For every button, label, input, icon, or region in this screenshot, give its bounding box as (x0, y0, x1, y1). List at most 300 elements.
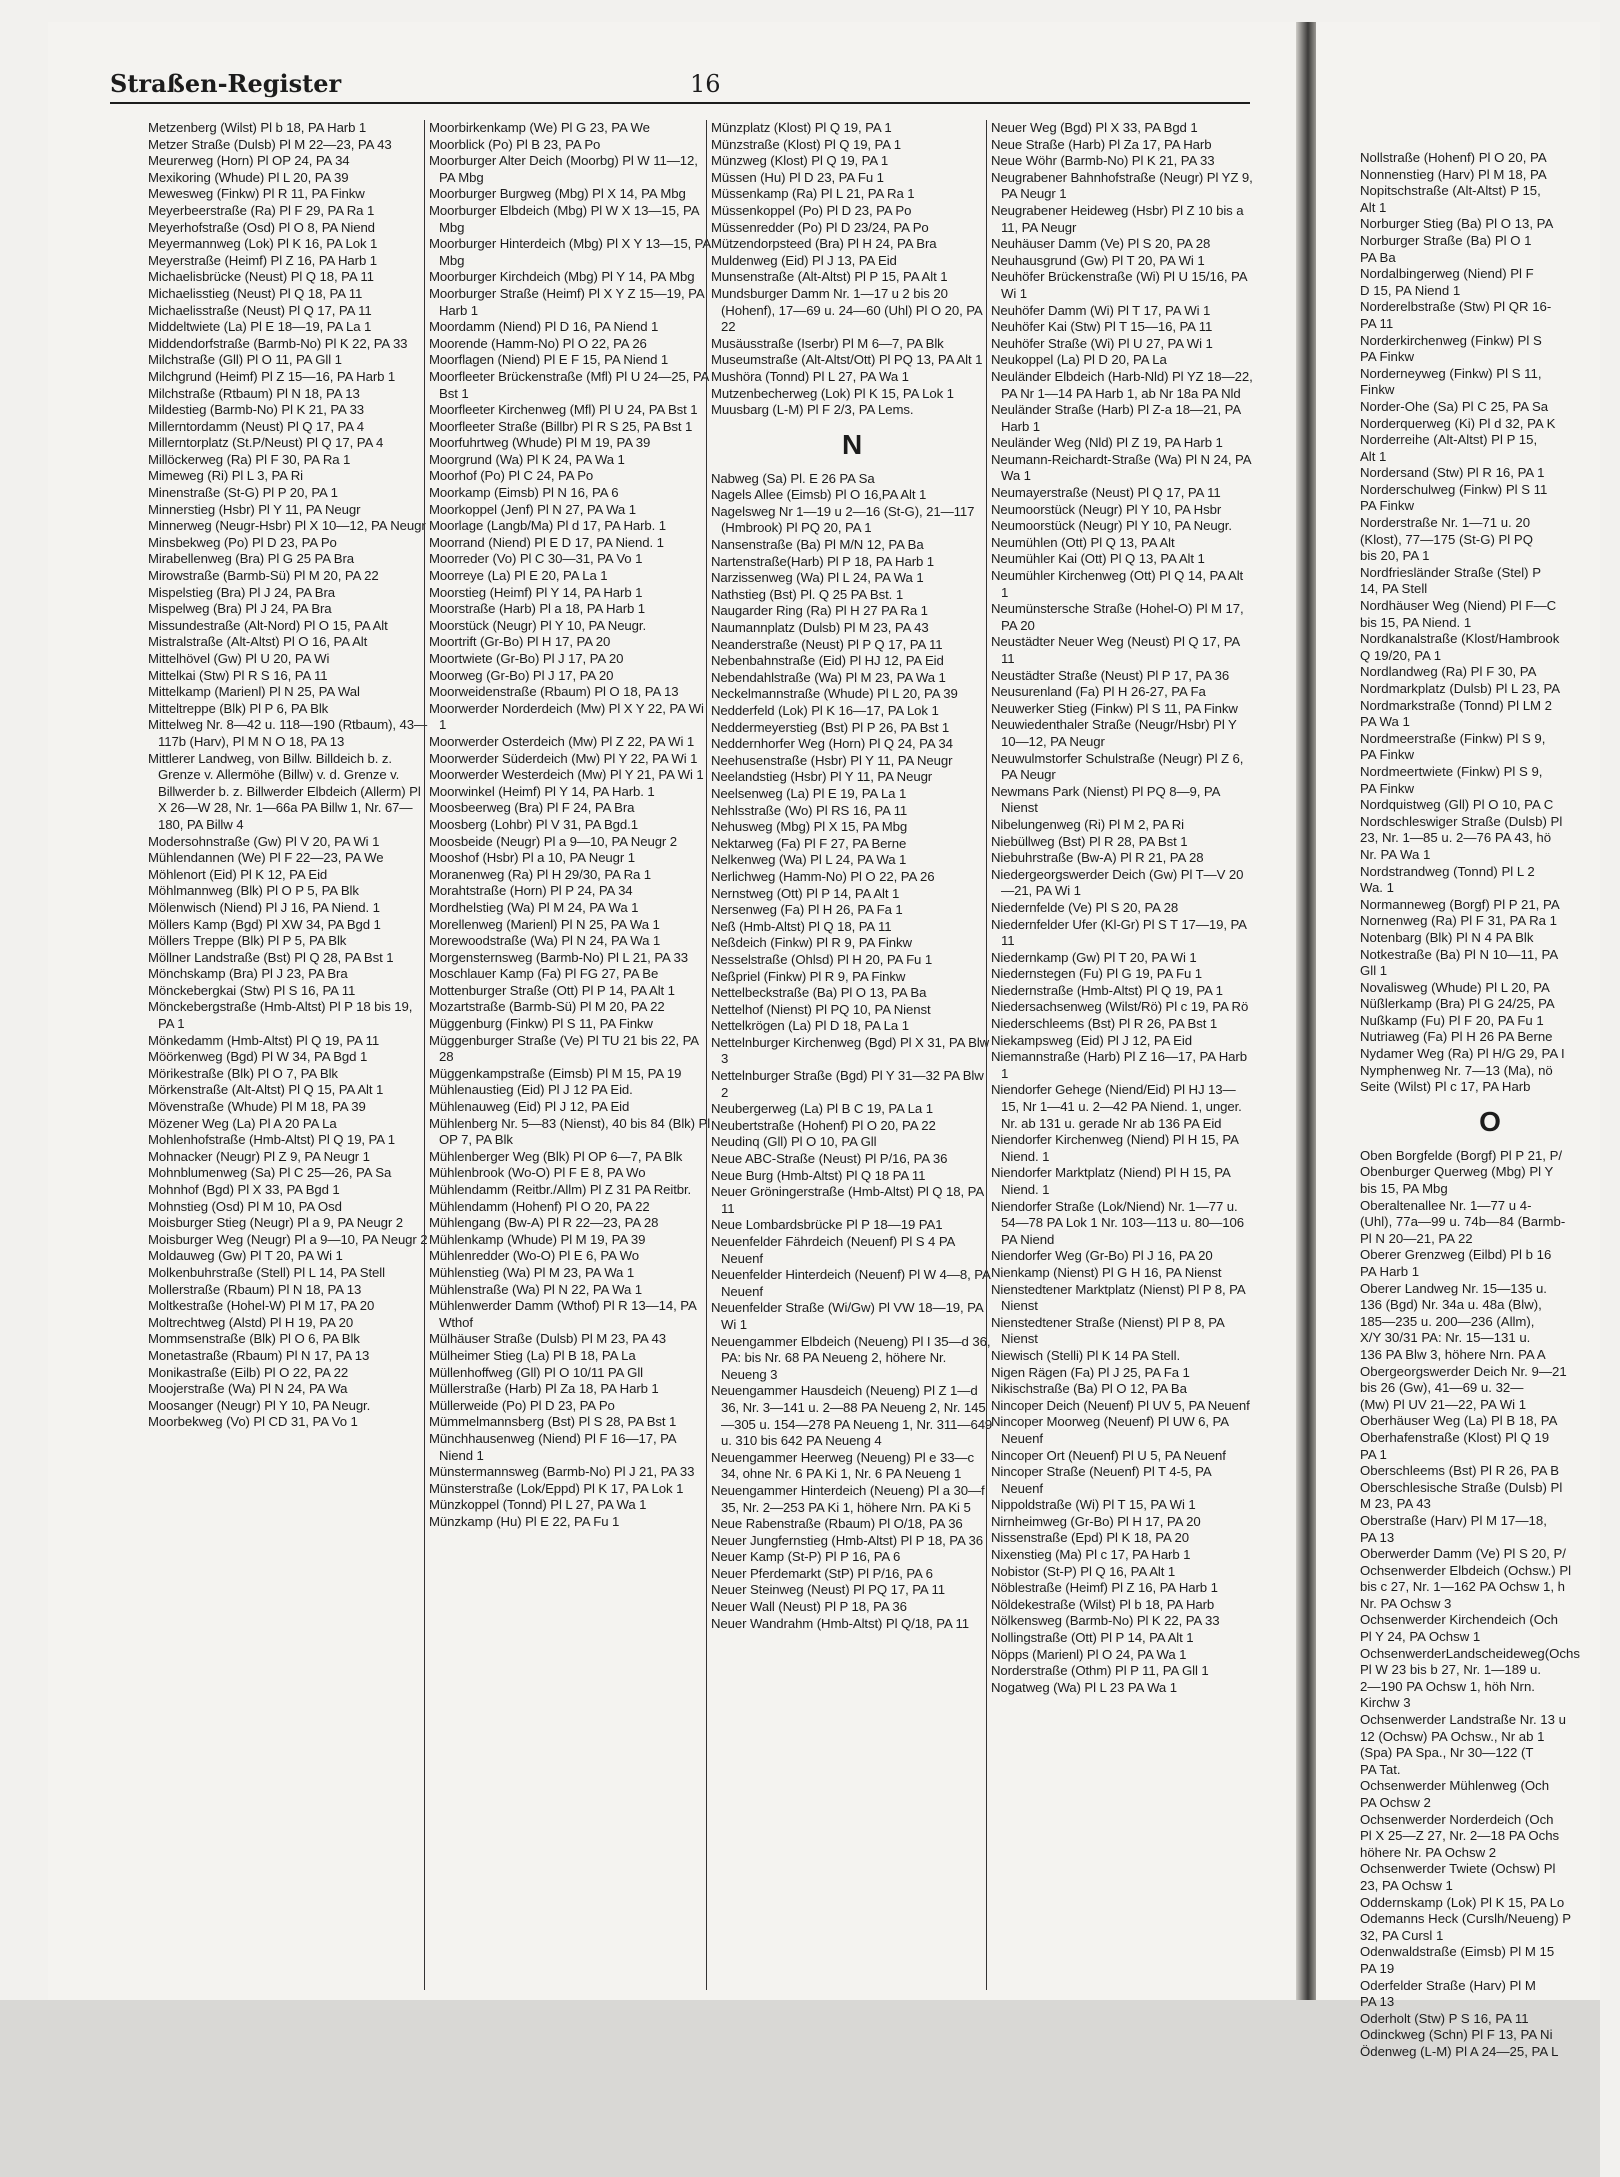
street-entry: Moisburger Weg (Neugr) Pl a 9—10, PA Neugr 2 (148, 1231, 428, 1247)
street-entry: Mühlenredder (Wo-O) Pl E 6, PA Wo (429, 1248, 639, 1264)
street-entry: Oberaltenallee Nr. 1—77 u 4- (1360, 1197, 1532, 1213)
street-entry: Norburger Straße (Ba) Pl O 1 (1360, 232, 1532, 248)
street-entry: Nydamer Weg (Ra) Pl H/G 29, PA I (1360, 1046, 1565, 1062)
street-entry: bis 26 (Gw), 41—69 u. 32— (1360, 1380, 1524, 1396)
street-entry: PA 19 (1360, 1960, 1395, 1976)
street-entry: Moltkestraße (Hohel-W) Pl M 17, PA 20 (148, 1298, 375, 1314)
street-entry: Oderfelder Straße (Harv) Pl M (1360, 1977, 1536, 1993)
street-entry: Notenbarg (Blk) Pl N 4 PA Blk (1360, 929, 1534, 945)
street-entry: Milchstraße (Rtbaum) Pl N 18, PA 13 (148, 385, 360, 401)
street-entry: Möllers Kamp (Bgd) Pl XW 34, PA Bgd 1 (148, 916, 381, 932)
street-entry: Nornenweg (Ra) Pl F 31, PA Ra 1 (1360, 913, 1557, 929)
street-entry: Ochsenwerder Twiete (Ochsw) Pl (1360, 1861, 1556, 1877)
street-entry: 14, PA Stell (1360, 581, 1428, 597)
page-header (110, 58, 1250, 104)
street-entry: Pl X 25—Z 27, Nr. 2—18 PA Ochs (1360, 1828, 1560, 1844)
street-entry: Mühlengang (Bw-A) Pl R 22—23, PA 28 (429, 1215, 659, 1231)
street-entry: Odenwaldstraße (Eimsb) Pl M 15 (1360, 1944, 1555, 1960)
street-entry: Moorfleeter Brückenstraße (Mfl) Pl U 24—25, PA Bst 1 (429, 368, 709, 401)
street-entry: Nymphenweg Nr. 7—13 (Ma), nö (1360, 1062, 1553, 1078)
street-entry: Moorende (Hamm-No) Pl O 22, PA 26 (429, 335, 647, 351)
street-entry: Ochsenwerder Mühlenweg (Och (1360, 1778, 1550, 1794)
street-entry: Nehusweg (Mbg) Pl X 15, PA Mbg (711, 819, 908, 835)
street-entry: Norderstraße Nr. 1—71 u. 20 (1360, 515, 1531, 531)
street-entry: Niedernkamp (Gw) Pl T 20, PA Wi 1 (991, 949, 1197, 965)
street-entry: Nordkanalstraße (Klost/Hambrook (1360, 631, 1560, 647)
street-entry: Münzplatz (Klost) Pl Q 19, PA 1 (711, 120, 892, 135)
street-entry: Moorstraße (Harb) Pl a 18, PA Harb 1 (429, 601, 646, 617)
street-entry: Neumühlen (Ott) Pl Q 13, PA Alt (991, 534, 1175, 550)
street-entry: Moorfuhrtweg (Whude) Pl M 19, PA 39 (429, 435, 651, 451)
street-entry: 32, PA Cursl 1 (1360, 1927, 1444, 1943)
street-entry: Oberer Landweg Nr. 15—135 u. (1360, 1280, 1547, 1296)
street-entry: Mittlerer Landweg, von Billw. Billdeich b. z. Grenze v. Allermöhe (Billw) v. d. Grenze v. Billwerder b. z. Billwerder Elbdeich (Allerm) Pl X 26—W 28, Nr. 1—66a PA Billw 1, Nr. 67—180, PA Billw 4 (148, 750, 421, 832)
street-entry: Nehlsstraße (Wo) Pl RS 16, PA 11 (711, 802, 908, 818)
street-entry: Münsterstraße (Lok/Eppd) Pl K 17, PA Lok 1 (429, 1480, 684, 1496)
street-entry: Norderreihe (Alt-Altst) Pl P 15, (1360, 432, 1538, 448)
street-entry: Nonnenstieg (Harv) Pl M 18, PA (1360, 166, 1547, 182)
street-entry: Neue Burg (Hmb-Altst) Pl Q 18 PA 11 (711, 1167, 926, 1183)
street-entry: Niedernstegen (Fu) Pl G 19, PA Fu 1 (991, 966, 1203, 982)
street-entry: Niendorfer Gehege (Niend/Eid) Pl HJ 13—15, Nr 1—41 u. 2—42 PA Niend. 1, unger. Nr. ab 131 u. gerade Nr ab 136 PA Eid (991, 1082, 1242, 1131)
street-entry: Meyermannweg (Lok) Pl K 16, PA Lok 1 (148, 236, 378, 252)
street-entry: Moorreye (La) Pl E 20, PA La 1 (429, 568, 608, 584)
street-entry: Monikastraße (Eilb) Pl O 22, PA 22 (148, 1364, 349, 1380)
street-entry: Naugarder Ring (Ra) Pl H 27 PA Ra 1 (711, 603, 928, 619)
street-entry: Nobistor (St-P) Pl Q 16, PA Alt 1 (991, 1563, 1176, 1579)
street-entry: Mühlendamm (Reitbr./Allm) Pl Z 31 PA Reitbr. (429, 1182, 692, 1197)
street-entry: Neue Straße (Harb) Pl Za 17, PA Harb (991, 136, 1212, 152)
street-entry: Neelsenweg (La) Pl E 19, PA La 1 (711, 785, 907, 801)
street-entry: Neukoppel (La) Pl D 20, PA La (991, 352, 1167, 368)
street-entry: Neustädter Straße (Neust) Pl P 17, PA 36 (991, 667, 1230, 683)
street-entry: Moorkamp (Eimsb) Pl N 16, PA 6 (429, 485, 619, 501)
street-entry: Mühlendamm (Hohenf) Pl O 20, PA 22 (429, 1198, 650, 1214)
street-entry: Mölenwisch (Niend) Pl J 16, PA Niend. 1 (148, 899, 380, 915)
street-entry: Mohlenhofstraße (Hmb-Altst) Pl Q 19, PA 1 (148, 1132, 396, 1148)
street-column-1 (148, 120, 430, 1990)
street-entry: Mispelstieg (Bra) Pl J 24, PA Bra (148, 584, 336, 600)
street-entry: Museumstraße (Alt-Altst/Ott) Pl PQ 13, PA Alt 1 (711, 352, 983, 368)
street-entry: Neusurenland (Fa) Pl H 26-27, PA Fa (991, 684, 1206, 700)
street-entry: Neanderstraße (Neust) Pl P Q 17, PA 11 (711, 636, 943, 652)
street-entry: Nogatweg (Wa) Pl L 23 PA Wa 1 (991, 1679, 1177, 1695)
street-entry: Neßdeich (Finkw) Pl R 9, PA Finkw (711, 935, 912, 951)
street-entry: PA Ba (1360, 249, 1396, 265)
street-entry: Neudinq (Gll) Pl O 10, PA Gll (711, 1134, 877, 1150)
street-entry: Neuenfelder Fährdeich (Neuenf) Pl S 4 PA Neuenf (711, 1234, 955, 1266)
street-entry: Milchstraße (Gll) Pl O 11, PA Gll 1 (148, 352, 342, 368)
street-entry: Nelkenweg (Wa) Pl L 24, PA Wa 1 (711, 852, 907, 868)
street-entry: Mitteltreppe (Blk) Pl P 6, PA Blk (148, 700, 329, 716)
street-entry: Niekampsweg (Eid) Pl J 12, PA Eid (991, 1032, 1192, 1048)
street-entry: Münstermannsweg (Barmb-No) Pl J 21, PA 33 (429, 1464, 695, 1480)
street-entry: Neuengammer Heerweg (Neueng) Pl e 33—c 34, ohne Nr. 6 PA Ki 1, Nr. 6 PA Neueng 1 (711, 1449, 975, 1482)
street-entry: Moorweg (Gr-Bo) Pl J 17, PA 20 (429, 667, 614, 683)
street-entry: Moorwerder Süderdeich (Mw) Pl Y 22, PA Wi 1 (429, 750, 698, 766)
street-entry: Möllner Landstraße (Bst) Pl Q 28, PA Bst 1 (148, 949, 394, 965)
street-entry: Moisburger Stieg (Neugr) Pl a 9, PA Neugr 2 (148, 1215, 403, 1231)
street-entry: Missundestraße (Alt-Nord) Pl O 15, PA Alt (148, 617, 388, 633)
street-entry: Ochsenwerder Landstraße Nr. 13 u (1360, 1712, 1566, 1728)
street-entry: Pl Y 24, PA Ochsw 1 (1360, 1629, 1481, 1645)
street-entry: PA Finkw (1360, 747, 1414, 763)
street-entry: Niebuhrstraße (Bw-A) Pl R 21, PA 28 (991, 850, 1204, 866)
street-entry: Nettelbeckstraße (Ba) Pl O 13, PA Ba (711, 985, 927, 1001)
street-entry: PA Finkw (1360, 349, 1414, 365)
street-entry: Nienstedtener Marktplatz (Nienst) Pl P 8, PA Nienst (991, 1281, 1245, 1314)
street-entry: PA Tat. (1360, 1761, 1401, 1777)
street-entry: Q 19/20, PA 1 (1360, 647, 1442, 663)
street-entry: PA Finkw (1360, 780, 1414, 796)
street-entry: Mutzenbecherweg (Lok) Pl K 15, PA Lok 1 (711, 385, 954, 401)
street-entry: 136 (Bgd) Nr. 34a u. 48a (Blw), (1360, 1297, 1542, 1313)
street-entry: Neuwiedenthaler Straße (Neugr/Hsbr) Pl Y 10—12, PA Neugr (991, 717, 1237, 749)
street-entry: Oberstraße (Harv) Pl M 17—18, (1360, 1512, 1547, 1528)
street-entry: Finkw (1360, 382, 1395, 398)
street-entry: Neubertstraße (Hohenf) Pl O 20, PA 22 (711, 1117, 936, 1133)
street-entry: Nordschleswiger Straße (Dulsb) Pl (1360, 813, 1563, 829)
street-entry: Molkenbuhrstraße (Stell) Pl L 14, PA Stell (148, 1264, 385, 1280)
street-entry: Millöckerweg (Ra) Pl F 30, PA Ra 1 (148, 451, 351, 467)
street-entry: Ochsenwerder Kirchendeich (Och (1360, 1612, 1558, 1628)
street-entry: Mozartstraße (Barmb-Sü) Pl M 20, PA 22 (429, 999, 665, 1015)
street-entry: Neß (Hmb-Altst) Pl Q 18, PA 11 (711, 918, 892, 934)
street-entry: Mooshof (Hsbr) Pl a 10, PA Neugr 1 (429, 850, 635, 866)
street-entry: Nordmeerstraße (Finkw) Pl S 9, (1360, 730, 1546, 746)
street-entry: Meyerstraße (Heimf) Pl Z 16, PA Harb 1 (148, 252, 377, 268)
street-entry: PA Harb 1 (1360, 1264, 1420, 1279)
street-entry: Millerntorplatz (St.P/Neust) Pl Q 17, PA 4 (148, 435, 384, 451)
street-entry: Niedernfelde (Ve) Pl S 20, PA 28 (991, 899, 1179, 915)
street-entry: Oberschlesische Straße (Dulsb) Pl (1360, 1479, 1563, 1495)
street-entry: Müllenhoffweg (Gll) Pl O 10/11 PA Gll (429, 1364, 643, 1380)
street-entry: Minnerweg (Neugr-Hsbr) Pl X 10—12, PA Neugr (148, 518, 426, 534)
street-entry: Nincoper Deich (Neuenf) Pl UV 5, PA Neuenf (991, 1397, 1250, 1413)
street-entry: Nirnheimweg (Gr-Bo) Pl H 17, PA 20 (991, 1513, 1201, 1529)
street-entry: Neue Lombardsbrücke Pl P 18—19 PA1 (711, 1217, 943, 1233)
street-entry: Neue Rabenstraße (Rbaum) Pl O/18, PA 36 (711, 1516, 963, 1532)
street-entry: Möhlenort (Eid) Pl K 12, PA Eid (148, 866, 328, 882)
street-entry: Neuer Kamp (St-P) Pl P 16, PA 6 (711, 1549, 901, 1565)
street-entry: Münzstraße (Klost) Pl Q 19, PA 1 (711, 136, 902, 152)
street-entry: Nincoper Straße (Neuenf) Pl T 4-5, PA Neuenf (991, 1464, 1211, 1496)
page-number: 16 (690, 70, 721, 98)
street-entry: Müssenkamp (Ra) Pl L 21, PA Ra 1 (711, 186, 915, 202)
street-entry: Moorreder (Vo) Pl C 30—31, PA Vo 1 (429, 551, 643, 567)
street-entry: Moosberg (Lohbr) Pl V 31, PA Bgd.1 (429, 816, 638, 832)
street-entry: Möörkenweg (Bgd) Pl W 34, PA Bgd 1 (148, 1049, 368, 1065)
street-entry: Münzkamp (Hu) Pl E 22, PA Fu 1 (429, 1513, 620, 1529)
street-entry: Monetastraße (Rbaum) Pl N 17, PA 13 (148, 1347, 370, 1363)
street-entry: Moorgrund (Wa) Pl K 24, PA Wa 1 (429, 451, 625, 467)
street-entry: Obergeorgswerder Deich Nr. 9—21 (1360, 1363, 1567, 1379)
street-entry: Moosanger (Neugr) Pl Y 10, PA Neugr. (148, 1397, 371, 1413)
street-entry: Nektarweg (Fa) Pl F 27, PA Berne (711, 835, 907, 851)
street-entry: Neuer Weg (Bgd) Pl X 33, PA Bgd 1 (991, 120, 1198, 135)
street-entry: Newmans Park (Nienst) Pl PQ 8—9, PA Nienst (991, 783, 1220, 816)
street-entry: Millerntordamm (Neust) Pl Q 17, PA 4 (148, 418, 365, 434)
street-entry: Nersenweg (Fa) Pl H 26, PA Fa 1 (711, 902, 903, 918)
street-entry: Moosbeide (Neugr) Pl a 9—10, PA Neugr 2 (429, 833, 678, 849)
street-entry: Möhlmannweg (Blk) Pl O P 5, PA Blk (148, 883, 359, 899)
street-entry: Mönckebergstraße (Hmb-Altst) Pl P 18 bis 19, PA 1 (148, 999, 413, 1032)
street-entry: Müllerweide (Po) Pl D 23, PA Po (429, 1397, 615, 1413)
street-entry: X/Y 30/31 PA: Nr. 15—131 u. (1360, 1330, 1531, 1346)
street-entry: Niedergeorgswerder Deich (Gw) Pl T—V 20—21, PA Wi 1 (991, 866, 1244, 899)
street-entry: Munsenstraße (Alt-Altst) Pl P 15, PA Alt 1 (711, 269, 948, 285)
street-entry: Neumoorstück (Neugr) Pl Y 10, PA Hsbr (991, 501, 1222, 517)
street-entry: Mohnhof (Bgd) Pl X 33, PA Bgd 1 (148, 1182, 340, 1197)
street-entry: Nerlichweg (Hamm-No) Pl O 22, PA 26 (711, 868, 935, 884)
street-entry: Neustädter Neuer Weg (Neust) Pl Q 17, PA 11 (991, 634, 1240, 666)
facing-page (1318, 22, 1600, 2059)
street-entry: Moorhof (Po) Pl C 24, PA Po (429, 468, 594, 484)
street-entry: Neumayerstraße (Neust) Pl Q 17, PA 11 (991, 485, 1221, 501)
street-entry: Nippoldstraße (Wi) Pl T 15, PA Wi 1 (991, 1497, 1196, 1513)
street-entry: bis c 27, Nr. 1—162 PA Ochsw 1, h (1360, 1579, 1565, 1595)
street-entry: Musäusstraße (Iserbr) Pl M 6—7, PA Blk (711, 335, 944, 351)
street-entry: Minnerstieg (Hsbr) Pl Y 11, PA Neugr (148, 501, 361, 517)
street-entry: Muusbarg (L-M) Pl F 2/3, PA Lems. (711, 402, 914, 418)
street-entry: Mümmelmannsberg (Bst) Pl S 28, PA Bst 1 (429, 1414, 677, 1430)
street-entry: Nettelkrögen (La) Pl D 18, PA La 1 (711, 1018, 909, 1034)
street-entry: Neuhöfer Brückenstraße (Wi) Pl U 15/16, PA Wi 1 (991, 269, 1247, 301)
street-entry: Norderquerweg (Ki) Pl d 32, PA K (1360, 415, 1556, 431)
street-entry: Mundsburger Damm Nr. 1—17 u 2 bis 20 (Hohenf), 17—69 u. 24—60 (Uhl) Pl O 20, PA 22 (711, 285, 982, 335)
street-entry: Ochsenwerder Norderdeich (Och (1360, 1811, 1554, 1827)
street-entry: Moorburger Alter Deich (Moorbg) Pl W 11—12, PA Mbg (429, 153, 698, 185)
street-entry: PA Finkw (1360, 498, 1414, 514)
street-entry: 2—190 PA Ochsw 1, höh Nrn. (1360, 1678, 1535, 1694)
street-entry: Obenburger Querweg (Mbg) Pl Y (1360, 1164, 1554, 1180)
street-entry: Minsbekweg (Po) Pl D 23, PA Po (148, 534, 337, 550)
street-entry: PA 13 (1360, 1994, 1395, 2010)
street-entry: Nienstedtener Straße (Nienst) Pl P 8, PA Nienst (991, 1314, 1224, 1347)
street-entry: Oberwerder Damm (Ve) Pl S 20, P/ (1360, 1546, 1566, 1562)
street-entry: Nr. PA Wa 1 (1360, 846, 1431, 862)
street-entry: Moorweidenstraße (Rbaum) Pl O 18, PA 13 (429, 684, 679, 700)
street-entry: Moorwinkel (Heimf) Pl Y 14, PA Harb. 1 (429, 783, 655, 799)
street-entry: Niedersachsenweg (Wilst/Rö) Pl c 19, PA Rö (991, 999, 1249, 1015)
street-entry: Neckelmannstraße (Whude) Pl L 20, PA 39 (711, 686, 958, 702)
street-entry: Mittelweg Nr. 8—42 u. 118—190 (Rtbaum), 43—117b (Harv), Pl M N O 18, PA 13 (148, 717, 428, 749)
street-entry: höhere Nr. PA Ochsw 2 (1360, 1844, 1497, 1860)
street-entry: Neuhöfer Kai (Stw) Pl T 15—16, PA 11 (991, 319, 1213, 335)
street-entry: Mohnacker (Neugr) Pl Z 9, PA Neugr 1 (148, 1148, 370, 1164)
street-entry: 23, PA Ochsw 1 (1360, 1877, 1453, 1893)
street-entry: Kirchw 3 (1360, 1695, 1411, 1711)
street-entry: Moordamm (Niend) Pl D 16, PA Niend 1 (429, 319, 659, 335)
street-entry: Nr. PA Ochsw 3 (1360, 1595, 1452, 1611)
street-entry: Moortrift (Gr-Bo) Pl H 17, PA 20 (429, 634, 611, 650)
street-entry: Nebendahlstraße (Wa) Pl M 23, PA Wa 1 (711, 669, 946, 685)
book-gutter (1296, 22, 1316, 2000)
street-entry: Oderholt (Stw) P S 16, PA 11 (1360, 2010, 1529, 2026)
street-entry: Moorkoppel (Jenf) Pl N 27, PA Wa 1 (429, 501, 636, 517)
street-entry: Moranenweg (Ra) Pl H 29/30, PA Ra 1 (429, 866, 652, 882)
street-entry: Nordersand (Stw) Pl R 16, PA 1 (1360, 465, 1545, 481)
street-entry: Nansenstraße (Ba) Pl M/N 12, PA Ba (711, 537, 924, 553)
street-entry: Meyerhofstraße (Osd) Pl O 8, PA Niend (148, 219, 375, 235)
street-entry: Nesselstraße (Ohlsd) Pl H 20, PA Fu 1 (711, 951, 933, 967)
street-entry: Moorburger Kirchdeich (Mbg) Pl Y 14, PA Mbg (429, 269, 695, 285)
street-entry: M 23, PA 43 (1360, 1496, 1431, 1512)
street-entry: Notkestraße (Ba) Pl N 10—11, PA (1360, 946, 1559, 962)
street-entry: Moojerstraße (Wa) Pl N 24, PA Wa (148, 1381, 348, 1397)
street-entry: Moorburger Burgweg (Mbg) Pl X 14, PA Mbg (429, 186, 686, 202)
street-entry: (Mw) Pl UV 21—22, PA Wi 1 (1360, 1396, 1527, 1412)
street-entry: Mühlenstieg (Wa) Pl M 23, PA Wa 1 (429, 1264, 635, 1280)
street-entry: Ödenweg (L-M) Pl A 24—25, PA L (1360, 2043, 1559, 2059)
street-entry: Mittelkai (Stw) Pl R S 16, PA 11 (148, 667, 328, 683)
street-entry: Nedderfeld (Lok) Pl K 16—17, PA Lok 1 (711, 703, 939, 718)
street-entry: Nopitschstraße (Alt-Altst) P 15, (1360, 183, 1541, 199)
page-title: Straßen-Register (110, 69, 342, 98)
street-entry: Neuhäuser Damm (Ve) Pl S 20, PA 28 (991, 236, 1211, 252)
street-entry: Neßpriel (Finkw) Pl R 9, PA Finkw (711, 968, 906, 984)
street-entry: Niedernstraße (Hmb-Altst) Pl Q 19, PA 1 (991, 982, 1223, 998)
street-entry: Oberhafenstraße (Klost) Pl Q 19 (1360, 1429, 1550, 1445)
street-entry: Nordhäuser Weg (Niend) Pl F—C (1360, 598, 1557, 614)
street-entry: Moortwiete (Gr-Bo) Pl J 17, PA 20 (429, 651, 624, 666)
street-entry: Neuengammer Hinterdeich (Neueng) Pl a 30—f 35, Nr. 2—253 PA Ki 1, höhere Nrn. PA Ki 5 (711, 1482, 985, 1515)
street-entry: Nathstieg (Bst) Pl. Q 25 PA Bst. 1 (711, 586, 904, 602)
street-entry: Norderneyweg (Finkw) Pl S 11, (1360, 365, 1542, 381)
street-entry: Ochsenwerder Elbdeich (Ochsw.) Pl (1360, 1562, 1572, 1578)
street-entry: Nordfriesländer Straße (Stel) P (1360, 564, 1542, 580)
street-entry: Neumühler Kirchenweg (Ott) Pl Q 14, PA Alt 1 (991, 568, 1244, 600)
street-entry: Norderschulweg (Finkw) Pl S 11 (1360, 481, 1548, 497)
street-entry: Moorrand (Niend) Pl E D 17, PA Niend. 1 (429, 534, 664, 550)
street-entry: Neugrabener Heideweg (Hsbr) Pl Z 10 bis a 11, PA Neugr (991, 202, 1244, 235)
street-entry: Moldauweg (Gw) Pl T 20, PA Wi 1 (148, 1248, 343, 1264)
street-entry: Moorlage (Langb/Ma) Pl d 17, PA Harb. 1 (429, 518, 667, 534)
street-entry: Morellenweg (Marienl) Pl N 25, PA Wa 1 (429, 916, 660, 932)
street-entry: Niendorfer Straße (Lok/Niend) Nr. 1—77 u. 54—78 PA Lok 1 Nr. 103—113 u. 80—106 PA Niend (991, 1198, 1244, 1247)
section-letter: O (1479, 1105, 1501, 1137)
street-entry: Nordquistweg (Gll) Pl O 10, PA C (1360, 797, 1554, 813)
street-entry: Mühlenauweg (Eid) Pl J 12, PA Eid (429, 1099, 630, 1115)
street-entry: Nöpps (Marienl) Pl O 24, PA Wa 1 (991, 1646, 1187, 1662)
street-entry: Mistralstraße (Alt-Altst) Pl O 16, PA Alt (148, 634, 368, 650)
street-entry: Neddernhorfer Weg (Horn) Pl Q 24, PA 34 (711, 736, 953, 752)
street-entry: Neuenfelder Hinterdeich (Neuenf) Pl W 4—8, PA Neuenf (711, 1267, 990, 1299)
street-entry: Minenstraße (St-G) Pl P 20, PA 1 (148, 485, 338, 501)
street-entry: Münchhausenweg (Niend) Pl F 16—17, PA Niend 1 (429, 1430, 676, 1463)
street-entry: 185—235 u. 200—236 (Allm), (1360, 1313, 1535, 1329)
street-entry: Moltrechtweg (Alstd) Pl H 19, PA 20 (148, 1314, 354, 1330)
street-entry: Nölkensweg (Barmb-No) Pl K 22, PA 33 (991, 1613, 1220, 1629)
street-entry: Neuenfelder Straße (Wi/Gw) Pl VW 18—19, PA Wi 1 (711, 1300, 983, 1332)
street-entry: Münzkoppel (Tonnd) Pl L 27, PA Wa 1 (429, 1497, 647, 1513)
street-entry: Moorwerder Osterdeich (Mw) Pl Z 22, PA Wi 1 (429, 733, 695, 749)
street-entry: 23, Nr. 1—85 u. 2—76 PA 43, hö (1360, 830, 1552, 846)
street-entry: Neuländer Straße (Harb) Pl Z-a 18—21, PA Harb 1 (991, 402, 1241, 434)
street-entry: Neelandstieg (Hsbr) Pl Y 11, PA Neugr (711, 769, 933, 785)
street-entry: Novalisweg (Whude) Pl L 20, PA (1360, 979, 1550, 995)
street-entry: Mönckebergkai (Stw) Pl S 16, PA 11 (148, 982, 356, 998)
street-entry: Müssenkoppel (Po) Pl D 23, PA Po (711, 202, 912, 218)
street-entry: Neugrabener Bahnhofstraße (Neugr) Pl YZ 9, PA Neugr 1 (991, 169, 1253, 202)
street-entry: PA 13 (1360, 1529, 1395, 1545)
facing-page-column (1360, 150, 1620, 2061)
street-entry: PA 11 (1360, 315, 1394, 331)
street-entry: bis 20, PA 1 (1360, 548, 1430, 564)
street-entry: Mözener Weg (La) Pl A 20 PA La (148, 1115, 337, 1131)
street-entry: Nernstweg (Ott) Pl P 14, PA Alt 1 (711, 885, 900, 901)
street-entry: Niewisch (Stelli) Pl K 14 PA Stell. (991, 1347, 1181, 1363)
street-entry: Mirowstraße (Barmb-Sü) Pl M 20, PA 22 (148, 568, 379, 584)
street-entry: Nutriaweg (Fa) Pl H 26 PA Berne (1360, 1029, 1553, 1045)
street-entry: Moorstück (Neugr) Pl Y 10, PA Neugr. (429, 617, 647, 633)
street-entry: Nixenstieg (Ma) Pl c 17, PA Harb 1 (991, 1547, 1191, 1563)
street-entry: Norderstraße (Othm) Pl P 11, PA Gll 1 (991, 1663, 1209, 1679)
street-entry: Mildestieg (Barmb-No) Pl K 21, PA 33 (148, 402, 365, 418)
street-entry: Münzweg (Klost) Pl Q 19, PA 1 (711, 153, 889, 169)
street-entry: Moschlauer Kamp (Fa) Pl FG 27, PA Be (429, 966, 659, 982)
street-entry: Metzenberg (Wilst) Pl b 18, PA Harb 1 (148, 120, 367, 135)
street-entry: Nettelhof (Nienst) Pl PQ 10, PA Nienst (711, 1001, 931, 1017)
street-entry: PA Ochsw 2 (1360, 1795, 1431, 1810)
street-entry: Wa. 1 (1360, 880, 1394, 896)
street-entry: Nabweg (Sa) Pl. E 26 PA Sa (711, 470, 875, 486)
street-entry: (Klost), 77—175 (St-G) Pl PQ (1360, 531, 1533, 547)
street-entry: Oberschleems (Bst) Pl R 26, PA B (1360, 1463, 1560, 1479)
street-entry: Oddernskamp (Lok) Pl K 15, PA Lo (1360, 1894, 1565, 1910)
street-entry: Neubergerweg (La) Pl B C 19, PA La 1 (711, 1101, 933, 1117)
street-entry: Niendorfer Marktplatz (Niend) Pl H 15, PA Niend. 1 (991, 1165, 1230, 1197)
street-entry: Nordlandweg (Ra) Pl F 30, PA (1360, 664, 1537, 680)
street-entry: Neuer Pferdemarkt (StP) Pl P/16, PA 6 (711, 1565, 933, 1581)
street-entry: Neuer Gröningerstraße (Hmb-Altst) Pl Q 18, PA 11 (711, 1184, 984, 1216)
street-entry: Nöldekestraße (Wilst) Pl b 18, PA Harb (991, 1596, 1215, 1612)
street-entry: Neuhöfer Straße (Wi) Pl U 27, PA Wi 1 (991, 335, 1213, 351)
street-entry: Neumühler Kai (Ott) Pl Q 13, PA Alt 1 (991, 551, 1205, 567)
street-entry: Neuer Steinweg (Neust) Pl PQ 17, PA 11 (711, 1582, 945, 1598)
street-entry: Michaelisbrücke (Neust) Pl Q 18, PA 11 (148, 269, 374, 285)
street-entry: Odinckweg (Schn) Pl F 13, PA Ni (1360, 2027, 1553, 2043)
street-entry: Meurerweg (Horn) Pl OP 24, PA 34 (148, 153, 350, 169)
street-entry: Nissenstraße (Epd) Pl K 18, PA 20 (991, 1530, 1190, 1546)
street-entry: Niemannstraße (Harb) Pl Z 16—17, PA Harb 1 (991, 1049, 1247, 1081)
street-entry: Mühlenwerder Damm (Wthof) Pl R 13—14, PA Wthof (429, 1298, 696, 1330)
street-entry: Naumannplatz (Dulsb) Pl M 23, PA 43 (711, 620, 929, 636)
street-entry: Moorwerder Westerdeich (Mw) Pl Y 21, PA Wi 1 (429, 767, 704, 783)
street-entry: Mimeweg (Ri) Pl L 3, PA Ri (148, 468, 303, 484)
street-entry: Mülheimer Stieg (La) Pl B 18, PA La (429, 1347, 636, 1363)
street-entry: Neuhöfer Damm (Wi) Pl T 17, PA Wi 1 (991, 302, 1211, 318)
street-entry: Nordmeertwiete (Finkw) Pl S 9, (1360, 763, 1543, 779)
street-entry: Müssenredder (Po) Pl D 23/24, PA Po (711, 219, 929, 235)
street-entry: Milchgrund (Heimf) Pl Z 15—16, PA Harb 1 (148, 368, 396, 384)
street-entry: Möllers Treppe (Blk) Pl P 5, PA Blk (148, 933, 347, 949)
street-entry: 12 (Ochsw) PA Ochsw., Nr ab 1 (1360, 1728, 1545, 1744)
section-letter: N (841, 428, 863, 460)
street-entry: Oberer Grenzweg (Eilbd) Pl b 16 (1360, 1247, 1552, 1263)
street-entry: 136 PA Blw 3, höhere Nrn. PA A (1360, 1346, 1546, 1362)
street-entry: Nibelungenweg (Ri) Pl M 2, PA Ri (991, 816, 1184, 832)
street-entry: Narzissenweg (Wa) Pl L 24, PA Wa 1 (711, 570, 924, 586)
street-entry: Niebüllweg (Bst) Pl R 28, PA Bst 1 (991, 833, 1188, 849)
street-entry: Mushöra (Tonnd) Pl L 27, PA Wa 1 (711, 368, 909, 384)
street-entry: Nordalbingerweg (Niend) Pl F (1360, 266, 1534, 282)
street-entry: Neuengammer Hausdeich (Neueng) Pl Z 1—d 36, Nr. 3—141 u. 2—88 PA Neueng 2, Nr. 145—305 u. 154—278 PA Neueng 1, Nr. 311—649 u. 310 bis 642 PA Neueng 4 (711, 1383, 993, 1449)
street-entry: Neue Wöhr (Barmb-No) Pl K 21, PA 33 (991, 153, 1215, 169)
street-entry: Morahtstraße (Horn) Pl P 24, PA 34 (429, 883, 633, 899)
street-entry: Moorbekweg (Vo) Pl CD 31, PA Vo 1 (148, 1414, 358, 1430)
street-entry: Nincoper Moorweg (Neuenf) Pl UW 6, PA Neuenf (991, 1414, 1229, 1446)
